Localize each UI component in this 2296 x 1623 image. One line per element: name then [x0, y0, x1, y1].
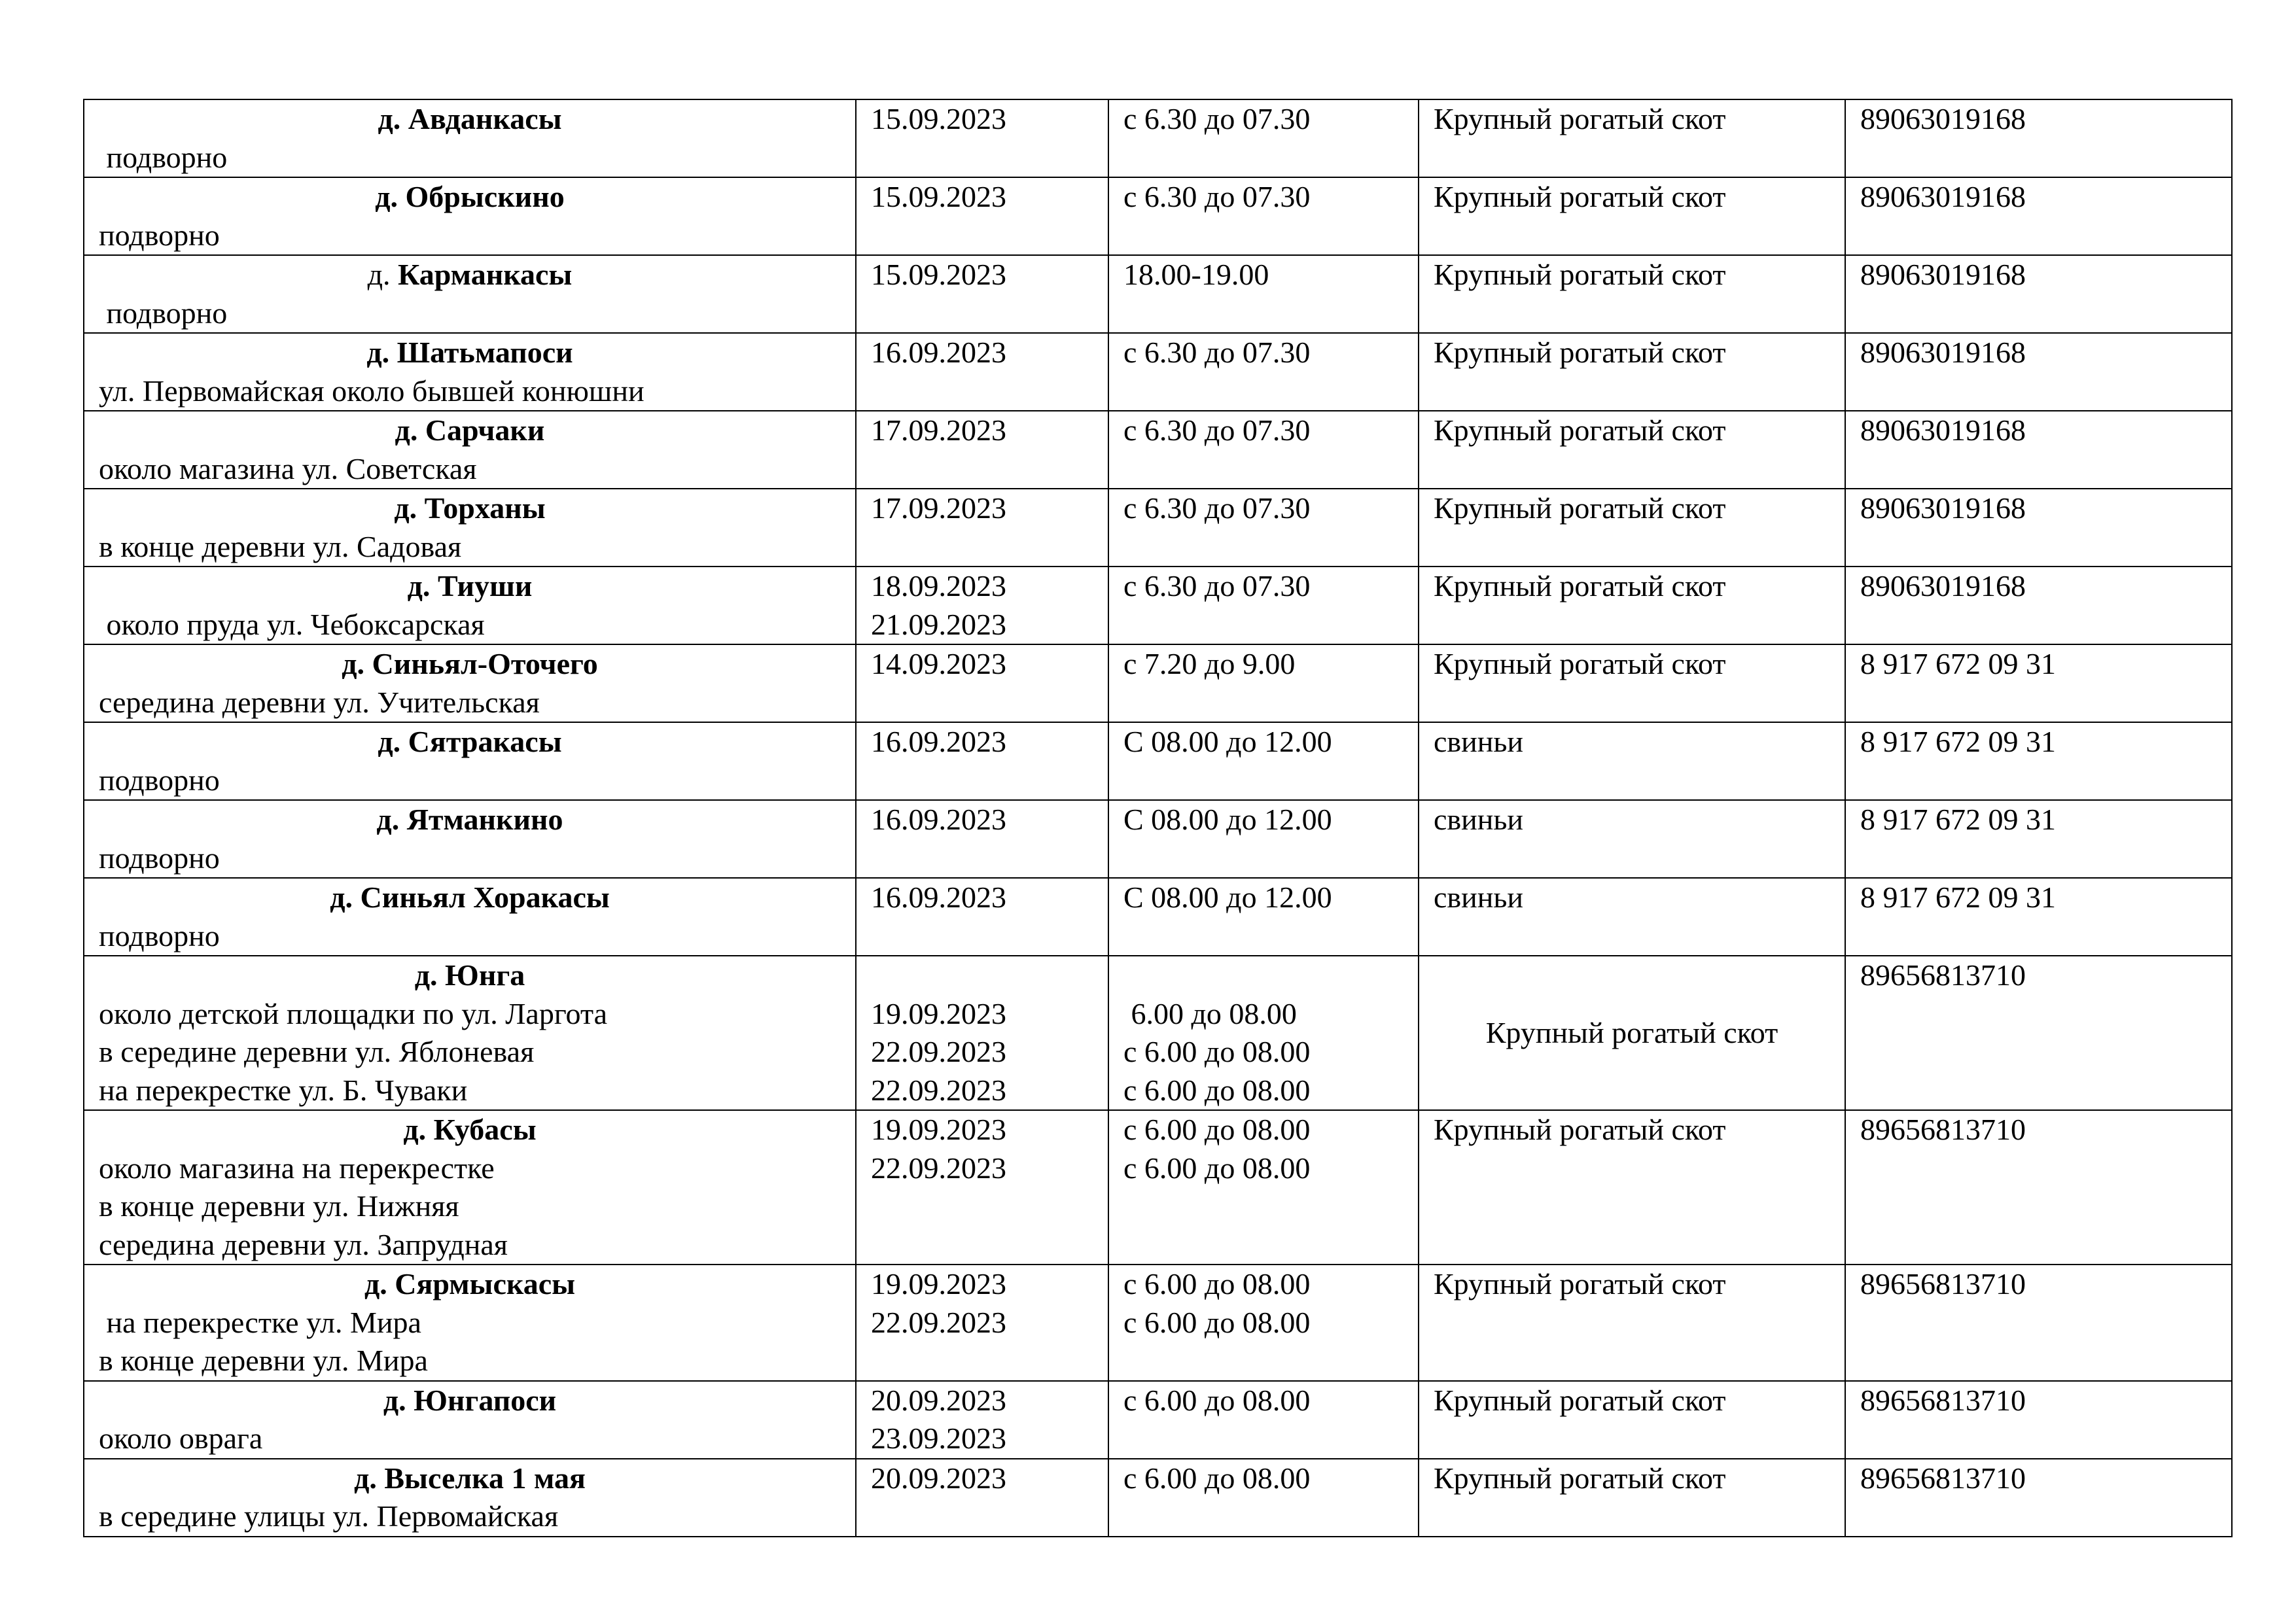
location-cell [84, 1110, 856, 1265]
phone-number: 8 917 672 09 31 [1860, 881, 2056, 914]
phone-number: 89656813710 [1860, 1461, 2026, 1495]
time-cell [1108, 255, 1419, 333]
phone-cell [1845, 99, 2232, 177]
time-value: с 6.30 до 07.30 [1123, 413, 1311, 447]
phone-cell [1845, 644, 2232, 722]
date-value: 22.09.2023 [871, 1035, 1006, 1068]
village-title [99, 334, 841, 372]
phone-number: 89656813710 [1860, 958, 2026, 992]
village-name: Юнга [445, 958, 525, 992]
phone-number: 89063019168 [1860, 336, 2026, 369]
phone-number: 8 917 672 09 31 [1860, 647, 2056, 680]
animal-cell [1419, 644, 1845, 722]
date-value: 17.09.2023 [871, 491, 1006, 525]
table-row [84, 644, 2232, 722]
phone-number: 8 917 672 09 31 [1860, 725, 2056, 758]
phone-number: 89063019168 [1860, 180, 2026, 213]
village-name: Карманкасы [398, 258, 573, 291]
time-cell [1108, 333, 1419, 411]
date-value: 16.09.2023 [871, 803, 1006, 836]
phone-cell [1845, 1265, 2232, 1381]
location-cell [84, 800, 856, 878]
village-prefix: д. [414, 958, 438, 992]
time-value: с 6.00 до 08.00 [1123, 1383, 1311, 1417]
time-cell [1108, 878, 1419, 956]
place-line: в конце деревни ул. Мира [99, 1344, 428, 1377]
village-prefix: д. [394, 491, 417, 525]
date-cell [856, 800, 1108, 878]
table-row [84, 99, 2232, 177]
time-cell [1108, 1265, 1419, 1381]
date-cell [856, 878, 1108, 956]
location-cell [84, 411, 856, 489]
date-value: 20.09.2023 [871, 1383, 1006, 1417]
time-value: 6.00 до 08.00 [1123, 996, 1297, 1030]
date-value: 23.09.2023 [871, 1422, 1006, 1455]
phone-number: 89656813710 [1860, 1267, 2026, 1300]
time-value [1123, 956, 1404, 995]
place-line: середина деревни ул. Учительская [99, 685, 540, 719]
place-line: подворно [99, 841, 220, 875]
date-value: 15.09.2023 [871, 102, 1006, 135]
animal-cell [1419, 99, 1845, 177]
time-cell [1108, 489, 1419, 567]
location-cell [84, 956, 856, 1110]
time-value: с 6.00 до 08.00 [1123, 1305, 1311, 1339]
date-cell [856, 1459, 1108, 1537]
location-cell [84, 722, 856, 800]
animal-type: Крупный рогатый скот [1434, 1383, 1726, 1417]
village-title [99, 178, 841, 217]
phone-number: 89656813710 [1860, 1383, 2026, 1417]
animal-type: свиньи [1434, 881, 1523, 914]
table-row [84, 878, 2232, 956]
village-name: Сятракасы [408, 725, 562, 758]
place-line: на перекрестке ул. Мира [99, 1305, 421, 1339]
animal-type: Крупный рогатый скот [1434, 180, 1726, 213]
table-row [84, 1110, 2232, 1265]
phone-number: 89063019168 [1860, 413, 2026, 447]
date-value: 16.09.2023 [871, 881, 1006, 914]
place-line: около магазина ул. Советская [99, 451, 477, 485]
date-value: 15.09.2023 [871, 180, 1006, 213]
time-value: с 6.00 до 08.00 [1123, 1073, 1311, 1107]
time-value: с 6.00 до 08.00 [1123, 1151, 1311, 1185]
place-line: подворно [99, 763, 220, 797]
location-cell [84, 1459, 856, 1537]
date-cell [856, 99, 1108, 177]
time-value: с 6.00 до 08.00 [1123, 1113, 1311, 1146]
phone-cell [1845, 956, 2232, 1110]
time-value: с 6.30 до 07.30 [1123, 336, 1311, 369]
time-cell [1108, 411, 1419, 489]
place-line: в конце деревни ул. Нижняя [99, 1189, 459, 1223]
animal-type: свиньи [1434, 725, 1523, 758]
animal-cell [1419, 489, 1845, 567]
village-prefix: д. [366, 336, 390, 369]
date-cell [856, 333, 1108, 411]
animal-cell [1419, 567, 1845, 644]
animal-cell [1419, 1265, 1845, 1381]
date-value: 22.09.2023 [871, 1305, 1006, 1339]
date-cell [856, 177, 1108, 255]
table-row [84, 177, 2232, 255]
date-value: 18.09.2023 [871, 569, 1006, 602]
animal-type: свиньи [1434, 803, 1523, 836]
village-prefix: д. [383, 1383, 406, 1417]
animal-type: Крупный рогатый скот [1485, 1015, 1778, 1049]
village-title [99, 256, 841, 294]
animal-cell [1419, 1381, 1845, 1459]
village-title [99, 411, 841, 450]
village-name: Торханы [424, 491, 546, 525]
date-cell [856, 1110, 1108, 1265]
place-line: около магазина на перекрестке [99, 1151, 495, 1185]
time-cell [1108, 644, 1419, 722]
animal-type: Крупный рогатый скот [1434, 413, 1726, 447]
village-title [99, 879, 841, 917]
place-line: около оврага [99, 1422, 263, 1455]
village-name: Обрыскино [405, 180, 565, 213]
animal-type: Крупный рогатый скот [1434, 1267, 1726, 1300]
time-value: с 6.00 до 08.00 [1123, 1035, 1311, 1068]
location-cell [84, 255, 856, 333]
village-name: Выселка 1 мая [384, 1461, 586, 1495]
location-cell [84, 567, 856, 644]
time-value: С 08.00 до 12.00 [1123, 881, 1332, 914]
place-line: ул. Первомайская около бывшей конюшни [99, 374, 645, 408]
animal-cell [1419, 411, 1845, 489]
time-value: с 6.00 до 08.00 [1123, 1267, 1311, 1300]
date-value [871, 956, 1093, 995]
animal-type: Крупный рогатый скот [1434, 258, 1726, 291]
time-cell [1108, 956, 1419, 1110]
table-row [84, 722, 2232, 800]
location-cell [84, 177, 856, 255]
time-value: с 6.30 до 07.30 [1123, 180, 1311, 213]
location-cell [84, 333, 856, 411]
village-name: Юнгапоси [414, 1383, 557, 1417]
schedule-table-body [84, 99, 2232, 1537]
place-line: подворно [99, 218, 220, 252]
phone-cell [1845, 1110, 2232, 1265]
village-prefix: д. [395, 413, 418, 447]
time-cell [1108, 1110, 1419, 1265]
phone-cell [1845, 722, 2232, 800]
animal-type: Крупный рогатый скот [1434, 102, 1726, 135]
table-row [84, 1459, 2232, 1537]
place-line: подворно [99, 296, 228, 330]
animal-cell [1419, 177, 1845, 255]
animal-type: Крупный рогатый скот [1434, 569, 1726, 602]
time-value: с 6.30 до 07.30 [1123, 102, 1311, 135]
village-prefix: д. [342, 647, 365, 680]
location-cell [84, 99, 856, 177]
date-value: 16.09.2023 [871, 725, 1006, 758]
animal-cell [1419, 878, 1845, 956]
table-row [84, 411, 2232, 489]
phone-cell [1845, 1381, 2232, 1459]
time-cell [1108, 567, 1419, 644]
village-prefix: д. [378, 102, 401, 135]
time-value: С 08.00 до 12.00 [1123, 725, 1332, 758]
phone-cell [1845, 878, 2232, 956]
village-title [99, 100, 841, 139]
village-title [99, 1265, 841, 1304]
village-name: Сарчаки [425, 413, 545, 447]
village-prefix: д. [376, 803, 400, 836]
date-value: 15.09.2023 [871, 258, 1006, 291]
phone-cell [1845, 255, 2232, 333]
village-name: Синьял-Оточего [372, 647, 598, 680]
place-line: подворно [99, 918, 220, 952]
animal-cell [1419, 800, 1845, 878]
date-cell [856, 1381, 1108, 1459]
time-cell [1108, 722, 1419, 800]
animal-type: Крупный рогатый скот [1434, 336, 1726, 369]
animal-cell [1419, 1459, 1845, 1537]
animal-type: Крупный рогатый скот [1434, 1113, 1726, 1146]
date-value: 19.09.2023 [871, 1113, 1006, 1146]
phone-number: 89063019168 [1860, 102, 2026, 135]
animal-cell [1419, 333, 1845, 411]
village-name: Сярмыскасы [395, 1267, 576, 1300]
table-row [84, 567, 2232, 644]
village-prefix: д. [375, 180, 398, 213]
village-title [99, 645, 841, 684]
animal-type: Крупный рогатый скот [1434, 491, 1726, 525]
location-cell [84, 644, 856, 722]
place-line: на перекрестке ул. Б. Чуваки [99, 1073, 468, 1107]
date-cell [856, 489, 1108, 567]
schedule-table [83, 99, 2233, 1537]
table-row [84, 1381, 2232, 1459]
animal-type: Крупный рогатый скот [1434, 647, 1726, 680]
date-cell [856, 255, 1108, 333]
date-cell [856, 567, 1108, 644]
village-title [99, 567, 841, 606]
date-value: 14.09.2023 [871, 647, 1006, 680]
village-title [99, 801, 841, 839]
table-row [84, 956, 2232, 1110]
phone-cell [1845, 177, 2232, 255]
location-cell [84, 1381, 856, 1459]
village-name: Синьял Хоракасы [360, 881, 610, 914]
village-name: Шатьмапоси [397, 336, 573, 369]
table-row [84, 800, 2232, 878]
place-line: около пруда ул. Чебоксарская [99, 607, 485, 641]
village-name: Ятманкино [406, 803, 563, 836]
date-value: 17.09.2023 [871, 413, 1006, 447]
village-title [99, 723, 841, 761]
village-name: Авданкасы [408, 102, 562, 135]
date-cell [856, 644, 1108, 722]
place-line: подворно [99, 140, 228, 174]
village-title [99, 956, 841, 995]
date-cell [856, 1265, 1108, 1381]
time-cell [1108, 99, 1419, 177]
phone-cell [1845, 567, 2232, 644]
phone-cell [1845, 800, 2232, 878]
village-title [99, 1459, 841, 1498]
phone-cell [1845, 1459, 2232, 1537]
animal-cell [1419, 956, 1845, 1110]
date-value: 22.09.2023 [871, 1073, 1006, 1107]
village-title [99, 489, 841, 528]
animal-cell [1419, 1110, 1845, 1265]
village-prefix: д. [330, 881, 353, 914]
place-line: в конце деревни ул. Садовая [99, 529, 462, 563]
place-line: в середине улицы ул. Первомайская [99, 1499, 559, 1533]
phone-number: 8 917 672 09 31 [1860, 803, 2056, 836]
animal-cell [1419, 722, 1845, 800]
time-value: С 08.00 до 12.00 [1123, 803, 1332, 836]
village-name: Кубасы [433, 1113, 537, 1146]
phone-cell [1845, 333, 2232, 411]
table-row [84, 255, 2232, 333]
village-prefix: д. [364, 1267, 387, 1300]
date-cell [856, 722, 1108, 800]
location-cell [84, 1265, 856, 1381]
time-value: с 6.00 до 08.00 [1123, 1461, 1311, 1495]
time-value: с 7.20 до 9.00 [1123, 647, 1296, 680]
village-title [99, 1382, 841, 1420]
place-line: в середине деревни ул. Яблоневая [99, 1035, 535, 1068]
time-value: с 6.30 до 07.30 [1123, 491, 1311, 525]
location-cell [84, 878, 856, 956]
date-value: 19.09.2023 [871, 1267, 1006, 1300]
village-prefix: д. [367, 258, 391, 291]
village-name: Тиуши [437, 569, 533, 602]
animal-cell [1419, 255, 1845, 333]
table-row [84, 489, 2232, 567]
phone-number: 89063019168 [1860, 491, 2026, 525]
table-row [84, 1265, 2232, 1381]
phone-number: 89063019168 [1860, 258, 2026, 291]
date-value: 22.09.2023 [871, 1151, 1006, 1185]
phone-cell [1845, 411, 2232, 489]
date-value: 19.09.2023 [871, 996, 1006, 1030]
place-line: середина деревни ул. Запрудная [99, 1227, 508, 1261]
location-cell [84, 489, 856, 567]
village-prefix: д. [407, 569, 431, 602]
time-cell [1108, 1381, 1419, 1459]
village-prefix: д. [354, 1461, 377, 1495]
phone-number: 89063019168 [1860, 569, 2026, 602]
phone-number: 89656813710 [1860, 1113, 2026, 1146]
village-prefix: д. [403, 1113, 427, 1146]
village-title [99, 1111, 841, 1149]
animal-type: Крупный рогатый скот [1434, 1461, 1726, 1495]
date-value: 16.09.2023 [871, 336, 1006, 369]
date-value: 20.09.2023 [871, 1461, 1006, 1495]
time-cell [1108, 177, 1419, 255]
table-row [84, 333, 2232, 411]
date-value: 21.09.2023 [871, 607, 1006, 641]
phone-cell [1845, 489, 2232, 567]
time-value: с 6.30 до 07.30 [1123, 569, 1311, 602]
village-prefix: д. [378, 725, 401, 758]
time-cell [1108, 800, 1419, 878]
time-value: 18.00-19.00 [1123, 258, 1269, 291]
date-cell [856, 956, 1108, 1110]
date-cell [856, 411, 1108, 489]
place-line: около детской площадки по ул. Ларгота [99, 996, 608, 1030]
time-cell [1108, 1459, 1419, 1537]
